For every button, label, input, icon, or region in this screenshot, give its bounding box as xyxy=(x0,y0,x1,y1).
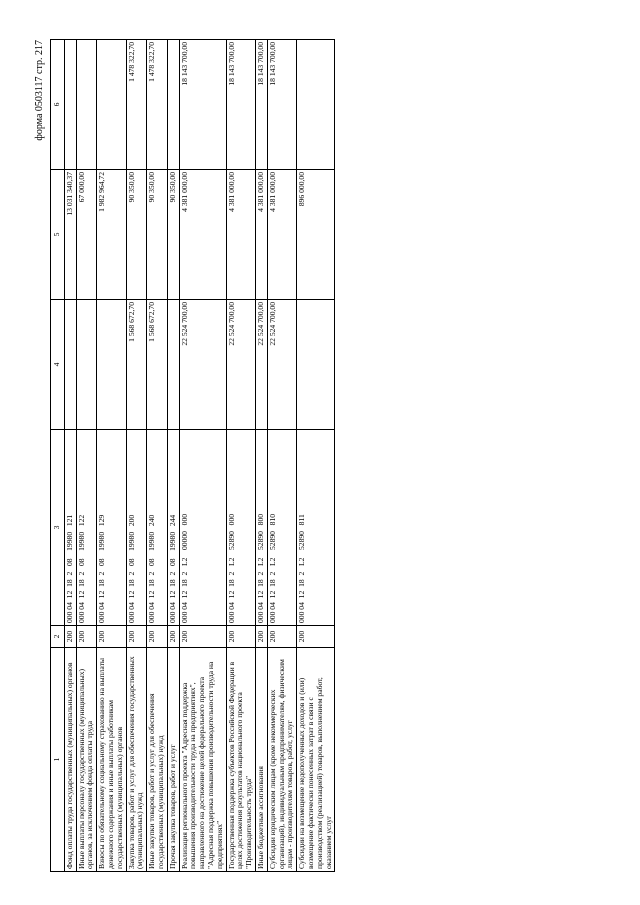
row-name: Иные закупки товаров, работ и услуг для обеспечения государственных (муниципальных) нужд xyxy=(147,648,168,872)
line-code: 200 xyxy=(64,626,76,648)
line-code: 200 xyxy=(126,626,147,648)
executed-amount: 4 381 000,00 xyxy=(267,170,296,300)
budget-table xyxy=(50,39,335,872)
approved-amount: 1 568 672,70 xyxy=(126,300,147,430)
unexecuted-amount xyxy=(97,40,126,170)
executed-amount: 90 350,00 xyxy=(147,170,168,300)
row-name: Иные бюджетные ассигнования xyxy=(255,648,267,872)
table-row xyxy=(64,40,76,872)
classification-code: 000 04 12 18 2 08 19980 240 xyxy=(147,430,168,626)
approved-amount: 22 524 700,00 xyxy=(255,300,267,430)
row-name: Субсидии юридическим лицам (кроме некоммерческих организаций), индивидуальным предпринимателям, физическим лицам - производителям товаров, работ, услуг xyxy=(267,648,296,872)
unexecuted-amount xyxy=(167,40,179,170)
row-name: Закупка товаров, работ и услуг для обеспечения государственных (муниципальных) нужд xyxy=(126,648,147,872)
unexecuted-amount xyxy=(297,40,335,170)
approved-amount xyxy=(167,300,179,430)
classification-code: 000 04 12 18 2 L2 52890 800 xyxy=(255,430,267,626)
classification-code: 000 04 12 18 2 L2 00000 000 xyxy=(179,430,226,626)
unexecuted-amount: 1 478 322,70 xyxy=(147,40,168,170)
executed-amount: 4 381 000,00 xyxy=(226,170,255,300)
executed-amount: 896 000,00 xyxy=(297,170,335,300)
table-row xyxy=(255,40,267,872)
row-name: Фонд оплаты труда государственных (муниципальных) органов xyxy=(64,648,76,872)
table-row xyxy=(297,40,335,872)
row-name: Государственная поддержка субъектов Российской Федерации в целях достижения результатов национального проекта "Производительность труда" xyxy=(226,648,255,872)
table-row xyxy=(147,40,168,872)
line-code: 200 xyxy=(167,626,179,648)
form-label: форма 0503117 стр. 217 xyxy=(34,40,45,141)
executed-amount: 1 982 964,72 xyxy=(97,170,126,300)
approved-amount xyxy=(64,300,76,430)
table-row xyxy=(76,40,97,872)
approved-amount xyxy=(76,300,97,430)
unexecuted-amount: 1 478 322,70 xyxy=(126,40,147,170)
executed-amount: 4 381 000,00 xyxy=(255,170,267,300)
approved-amount: 22 524 700,00 xyxy=(267,300,296,430)
row-name: Взносы по обязательному социальному страхованию на выплаты денежного содержания и иные выплаты работникам государственных (муниципальных) органов xyxy=(97,648,126,872)
rotated-page xyxy=(30,40,520,872)
table-row xyxy=(167,40,179,872)
unexecuted-amount: 18 143 700,00 xyxy=(267,40,296,170)
approved-amount: 22 524 700,00 xyxy=(226,300,255,430)
approved-amount: 22 524 700,00 xyxy=(179,300,226,430)
table-row xyxy=(267,40,296,872)
classification-code: 000 04 12 18 2 08 19980 122 xyxy=(76,430,97,626)
unexecuted-amount: 18 143 700,00 xyxy=(255,40,267,170)
unexecuted-amount: 18 143 700,00 xyxy=(179,40,226,170)
classification-code: 000 04 12 18 2 08 19980 200 xyxy=(126,430,147,626)
line-code: 200 xyxy=(255,626,267,648)
row-name: Прочая закупка товаров, работ и услуг xyxy=(167,648,179,872)
line-code: 200 xyxy=(267,626,296,648)
approved-amount: 1 568 672,70 xyxy=(147,300,168,430)
header-cell: 1 xyxy=(51,648,65,872)
unexecuted-amount xyxy=(76,40,97,170)
executed-amount: 90 350,00 xyxy=(126,170,147,300)
header-cell: 5 xyxy=(51,170,65,300)
table-row xyxy=(97,40,126,872)
row-name: Субсидии на возмещение недополученных доходов и (или) возмещение фактически понесенных затрат в связи с производством (реализацией) товаров, выполнением работ, оказанием услуг xyxy=(297,648,335,872)
executed-amount: 4 381 000,00 xyxy=(179,170,226,300)
line-code: 200 xyxy=(297,626,335,648)
table-row xyxy=(179,40,226,872)
executed-amount: 90 350,00 xyxy=(167,170,179,300)
row-name: Реализация регионального проекта "Адресная поддержка повышения производительности труда на предприятиях", направленного на достижение целей федерального проекта "Адресная поддержка повышения производительности труда на предприятиях" xyxy=(179,648,226,872)
unexecuted-amount xyxy=(64,40,76,170)
row-name: Иные выплаты персоналу государственных (муниципальных) органов, за исключением фонда оплаты труда xyxy=(76,648,97,872)
line-code: 200 xyxy=(179,626,226,648)
line-code: 200 xyxy=(97,626,126,648)
executed-amount: 67 000,00 xyxy=(76,170,97,300)
header-row xyxy=(51,40,65,872)
classification-code: 000 04 12 18 2 L2 52890 810 xyxy=(267,430,296,626)
classification-code: 000 04 12 18 2 08 19980 244 xyxy=(167,430,179,626)
header-cell: 3 xyxy=(51,430,65,626)
line-code: 200 xyxy=(147,626,168,648)
unexecuted-amount: 18 143 700,00 xyxy=(226,40,255,170)
header-cell: 2 xyxy=(51,626,65,648)
classification-code: 000 04 12 18 2 L2 52890 000 xyxy=(226,430,255,626)
line-code: 200 xyxy=(76,626,97,648)
header-cell: 4 xyxy=(51,300,65,430)
line-code: 200 xyxy=(226,626,255,648)
executed-amount: 13 031 340,37 xyxy=(64,170,76,300)
classification-code: 000 04 12 18 2 L2 52890 811 xyxy=(297,430,335,626)
classification-code: 000 04 12 18 2 08 19980 129 xyxy=(97,430,126,626)
table-row xyxy=(126,40,147,872)
header-cell: 6 xyxy=(51,40,65,170)
approved-amount xyxy=(297,300,335,430)
classification-code: 000 04 12 18 2 08 19980 121 xyxy=(64,430,76,626)
approved-amount xyxy=(97,300,126,430)
table-row xyxy=(226,40,255,872)
